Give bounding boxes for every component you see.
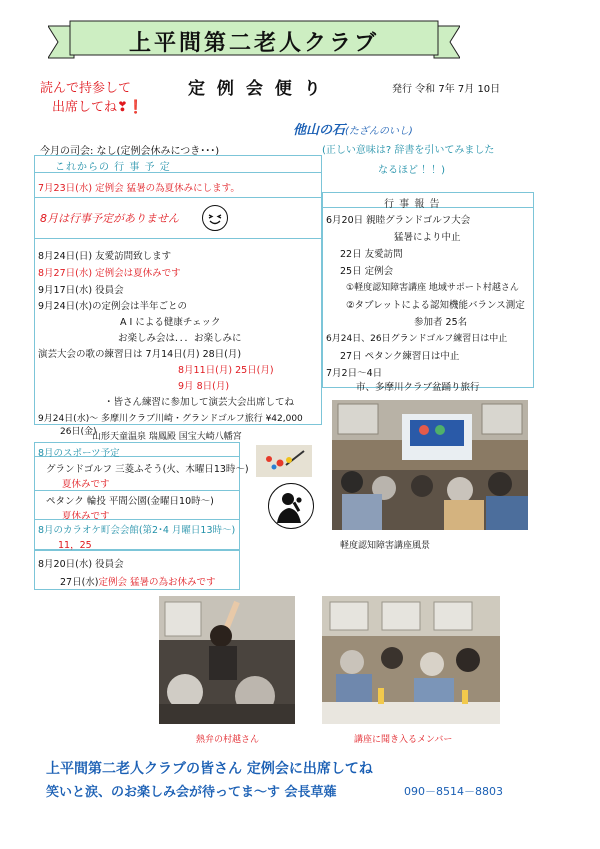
meeting-line-1: 8月20日(水) 役員会 (38, 559, 124, 570)
proverb-note-1: (正しい意味は? 辞書を引いてみました (322, 145, 495, 156)
report-line-1: 6月20日 親睦グランドゴルフ大会 (326, 215, 471, 226)
issue-date: 発行 令和 7年 7月 10日 (392, 84, 501, 95)
caption-speaker: 熱弁の村越さん (196, 735, 260, 745)
august-none: 8月は行事予定がありません (40, 212, 179, 225)
club-title: 上平間第二老人クラブ (128, 31, 379, 56)
caption-seminar: 軽度認知障害講座風景 (340, 541, 431, 551)
caption-listeners: 講座に聞き入るメンバー (354, 735, 453, 745)
speaker-photo (159, 596, 295, 724)
schedule-0827: 8月27日(水) 定例会は夏休みです (38, 268, 181, 279)
trip-line-1: 9月24日(水)～ 多摩川クラブ川崎・グランドゴルフ旅行 ¥42,000 (38, 414, 303, 424)
report-line-5: ②タブレットによる認知機能バランス測定 (346, 300, 525, 311)
golf-photo (256, 445, 312, 477)
report-line-2: 22日 友愛訪問 (340, 249, 403, 260)
schedule-header: これからの 行 事 予 定 (55, 162, 171, 173)
report-line-7: 6月24日、26日グランドゴルフ練習日は中止 (326, 334, 508, 344)
schedule-0917: 9月17日(水) 役員会 (38, 285, 124, 296)
listeners-photo (322, 596, 500, 724)
sports-petanque-off: 夏休みです (62, 511, 110, 522)
sports-golf: グランドゴルフ 三菱ふそう(火、木曜日13時～) (46, 464, 249, 475)
divider (34, 197, 322, 198)
report-line-6: 参加者 25名 (414, 317, 468, 328)
sports-golf-off: 夏休みです (62, 479, 110, 490)
karaoke-days: 11，25 (58, 540, 92, 551)
report-line-9: 7月2日～4日 (326, 368, 383, 379)
divider (34, 490, 240, 491)
report-line-10: 市、多摩川クラブ盆踊り旅行 (356, 382, 480, 393)
report-line-3: 25日 定例会 (340, 266, 394, 277)
practice-dates: 演芸大会の歌の練習日は 7月14日(月) 28日(月) (38, 349, 242, 360)
read-note-1: 読んで持参して (40, 81, 132, 96)
divider (34, 238, 322, 239)
report-header: 行 事 報 告 (384, 199, 441, 210)
join-note: ・皆さん練習に参加して演芸大会出席してね (104, 397, 295, 408)
sports-petanque: ペタンク 輪投 平間公園(金曜日10時～) (46, 496, 214, 507)
practice-dates-3: 9月 8日(月) (178, 381, 230, 392)
footer-line-1: 上平間第二老人クラブの皆さん 定例会に出席してね (46, 761, 373, 777)
trip-line-3: 山形天童温泉 瑞鳳殿 国宝大崎八幡宮 (92, 432, 242, 442)
proverb-title: 他山の石(たざんのいし) (293, 123, 413, 138)
karaoke-icon (268, 483, 314, 529)
trip-line-2: 26日(金) (60, 427, 97, 437)
fun-event: お楽しみ会は．．．お楽しみに (118, 333, 242, 344)
ai-check: A I による健康チェック (120, 317, 221, 328)
chair-line: 今月の司会: なし(定例会休みにつき･･･) (40, 146, 220, 157)
smiley-icon (202, 205, 228, 231)
sports-header: 8月のスポーツ予定 (38, 448, 120, 459)
practice-dates-2: 8月11日(月) 25日(月) (178, 365, 274, 376)
read-note-2: 出席してね❣❗ (52, 100, 145, 115)
proverb-note-2: なるほど ！！) (378, 165, 446, 176)
schedule-0824: 8月24日(日) 友愛訪問致します (38, 251, 172, 262)
heart-icon: ❣❗ (117, 100, 145, 115)
footer-line-2: 笑いと涙、のお楽しみ会が待ってま～す 会長草薙 (46, 785, 337, 800)
newsletter-title: 定 例 会 便 り (188, 79, 324, 99)
meeting-line-2: 27日(水)定例会 猛暑の為お休みです (60, 577, 216, 588)
title-ribbon (48, 18, 460, 62)
report-line-1b: 猛暑により中止 (394, 232, 461, 243)
report-line-4: ①軽度認知障害講座 地域サポート村越さん (346, 283, 519, 293)
karaoke-header: 8月のカラオケ町会会館(第2･4 月曜日13時～) (38, 525, 236, 536)
seminar-photo (332, 400, 528, 530)
footer-phone: 090－8514－8803 (404, 785, 503, 798)
report-line-8: 27日 ペタンク練習日は中止 (340, 351, 460, 362)
schedule-0723: 7月23日(水) 定例会 猛暑の為夏休みにします。 (38, 183, 240, 194)
schedule-0924: 9月24日(水)の定例会は半年ごとの (38, 301, 188, 312)
